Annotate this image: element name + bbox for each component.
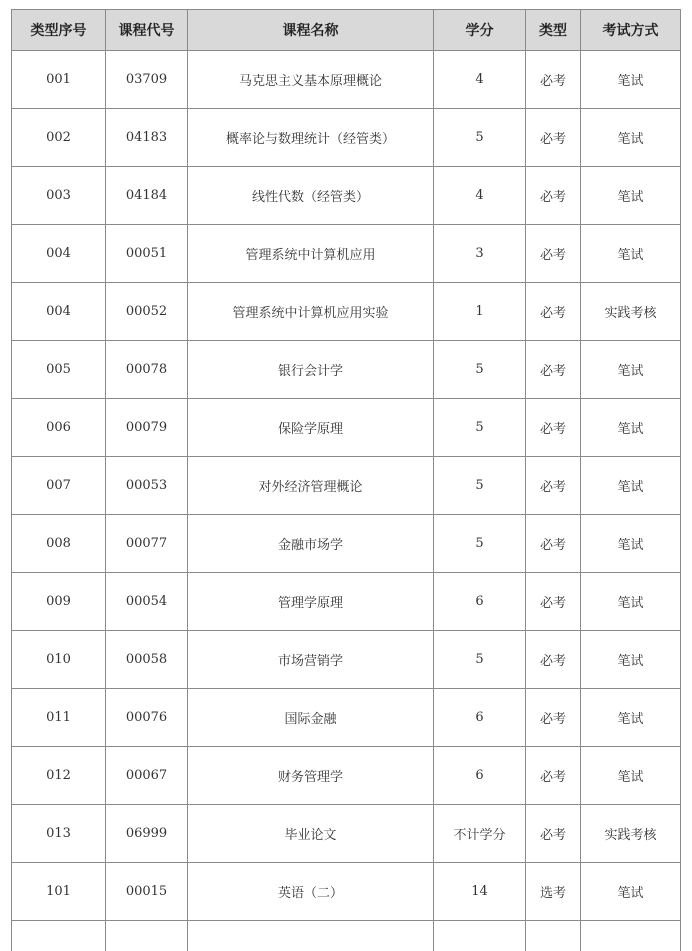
- cell-credits: 14: [434, 863, 526, 921]
- table-row: [12, 399, 681, 457]
- table-row: [12, 167, 681, 225]
- cell-course-name: 国际金融: [188, 689, 434, 747]
- cell-course-code: 00077: [106, 515, 188, 573]
- cell-course-name: 市场营销学: [188, 631, 434, 689]
- cell-type-seq: 004: [12, 225, 106, 283]
- cell-course-name: 毕业论文: [188, 805, 434, 863]
- cell-type-seq: 101: [12, 863, 106, 921]
- cell-type: 必考: [526, 631, 581, 689]
- cell-type: 必考: [526, 399, 581, 457]
- empty-cell: [434, 921, 526, 951]
- table-row: [12, 515, 681, 573]
- cell-exam-method: 笔试: [581, 167, 681, 225]
- cell-type: 必考: [526, 283, 581, 341]
- cell-type-seq: 007: [12, 457, 106, 515]
- cell-exam-method: 笔试: [581, 515, 681, 573]
- cell-exam-method: 笔试: [581, 225, 681, 283]
- table-row: [12, 631, 681, 689]
- table-body: [12, 51, 681, 951]
- cell-type: 必考: [526, 457, 581, 515]
- cell-course-name: 对外经济管理概论: [188, 457, 434, 515]
- cell-exam-method: 笔试: [581, 399, 681, 457]
- cell-type: 必考: [526, 51, 581, 109]
- cell-type-seq: 004: [12, 283, 106, 341]
- cell-credits: 5: [434, 399, 526, 457]
- cell-exam-method: 笔试: [581, 863, 681, 921]
- table-row: [12, 747, 681, 805]
- cell-credits: 5: [434, 341, 526, 399]
- cell-course-name: 概率论与数理统计（经管类）: [188, 109, 434, 167]
- cell-credits: 4: [434, 167, 526, 225]
- table-row: [12, 457, 681, 515]
- cell-type-seq: 009: [12, 573, 106, 631]
- header-row: [12, 10, 681, 51]
- cell-course-code: 00052: [106, 283, 188, 341]
- table-row: [12, 109, 681, 167]
- cell-type-seq: 008: [12, 515, 106, 573]
- cell-type: 必考: [526, 225, 581, 283]
- table-row: [12, 225, 681, 283]
- cell-type-seq: 005: [12, 341, 106, 399]
- cell-credits: 5: [434, 515, 526, 573]
- header-credits: 学分: [434, 10, 526, 51]
- cell-exam-method: 实践考核: [581, 805, 681, 863]
- cell-course-name: 管理学原理: [188, 573, 434, 631]
- cell-exam-method: 笔试: [581, 341, 681, 399]
- cell-course-code: 00067: [106, 747, 188, 805]
- cell-course-name: 金融市场学: [188, 515, 434, 573]
- cell-exam-method: 笔试: [581, 631, 681, 689]
- cell-type-seq: 012: [12, 747, 106, 805]
- cell-exam-method: 实践考核: [581, 283, 681, 341]
- table-row: [12, 689, 681, 747]
- cell-course-name: 管理系统中计算机应用: [188, 225, 434, 283]
- cell-type: 必考: [526, 341, 581, 399]
- empty-cell: [188, 921, 434, 951]
- cell-course-name: 管理系统中计算机应用实验: [188, 283, 434, 341]
- cell-credits: 6: [434, 747, 526, 805]
- cell-type-seq: 002: [12, 109, 106, 167]
- header-type: 类型: [526, 10, 581, 51]
- cell-type: 必考: [526, 167, 581, 225]
- course-table: [11, 9, 681, 951]
- cell-credits: 不计学分: [434, 805, 526, 863]
- cell-course-name: 银行会计学: [188, 341, 434, 399]
- header-course-code: 课程代号: [106, 10, 188, 51]
- table-row: [12, 51, 681, 109]
- cell-course-code: 00079: [106, 399, 188, 457]
- cell-course-code: 06999: [106, 805, 188, 863]
- empty-cell: [12, 921, 106, 951]
- table-row: [12, 283, 681, 341]
- cell-course-code: 04184: [106, 167, 188, 225]
- empty-cell: [106, 921, 188, 951]
- header-course-name: 课程名称: [188, 10, 434, 51]
- cell-type: 必考: [526, 747, 581, 805]
- cell-course-name: 财务管理学: [188, 747, 434, 805]
- cell-credits: 5: [434, 457, 526, 515]
- cell-credits: 6: [434, 573, 526, 631]
- cell-course-name: 线性代数（经管类）: [188, 167, 434, 225]
- table-row-partial: [12, 921, 681, 951]
- cell-course-name: 保险学原理: [188, 399, 434, 457]
- cell-course-code: 00054: [106, 573, 188, 631]
- table-row: [12, 573, 681, 631]
- cell-credits: 4: [434, 51, 526, 109]
- cell-course-name: 马克思主义基本原理概论: [188, 51, 434, 109]
- cell-course-code: 00078: [106, 341, 188, 399]
- cell-course-code: 00015: [106, 863, 188, 921]
- cell-type: 必考: [526, 805, 581, 863]
- cell-type: 必考: [526, 689, 581, 747]
- cell-type-seq: 011: [12, 689, 106, 747]
- table-row: [12, 805, 681, 863]
- cell-type: 必考: [526, 573, 581, 631]
- empty-cell: [526, 921, 581, 951]
- cell-credits: 1: [434, 283, 526, 341]
- cell-type-seq: 001: [12, 51, 106, 109]
- cell-exam-method: 笔试: [581, 689, 681, 747]
- cell-exam-method: 笔试: [581, 747, 681, 805]
- cell-type: 必考: [526, 109, 581, 167]
- cell-type-seq: 013: [12, 805, 106, 863]
- cell-course-name: 英语（二）: [188, 863, 434, 921]
- cell-course-code: 00058: [106, 631, 188, 689]
- cell-credits: 3: [434, 225, 526, 283]
- header-exam-method: 考试方式: [581, 10, 681, 51]
- table-row: [12, 341, 681, 399]
- header-type-seq: 类型序号: [12, 10, 106, 51]
- cell-exam-method: 笔试: [581, 457, 681, 515]
- cell-type-seq: 006: [12, 399, 106, 457]
- cell-exam-method: 笔试: [581, 109, 681, 167]
- cell-course-code: 00076: [106, 689, 188, 747]
- cell-course-code: 03709: [106, 51, 188, 109]
- cell-exam-method: 笔试: [581, 573, 681, 631]
- cell-course-code: 04183: [106, 109, 188, 167]
- cell-type-seq: 010: [12, 631, 106, 689]
- table-row: [12, 863, 681, 921]
- cell-exam-method: 笔试: [581, 51, 681, 109]
- cell-credits: 5: [434, 109, 526, 167]
- cell-credits: 6: [434, 689, 526, 747]
- cell-type: 选考: [526, 863, 581, 921]
- cell-course-code: 00053: [106, 457, 188, 515]
- cell-course-code: 00051: [106, 225, 188, 283]
- cell-credits: 5: [434, 631, 526, 689]
- cell-type-seq: 003: [12, 167, 106, 225]
- empty-cell: [581, 921, 681, 951]
- cell-type: 必考: [526, 515, 581, 573]
